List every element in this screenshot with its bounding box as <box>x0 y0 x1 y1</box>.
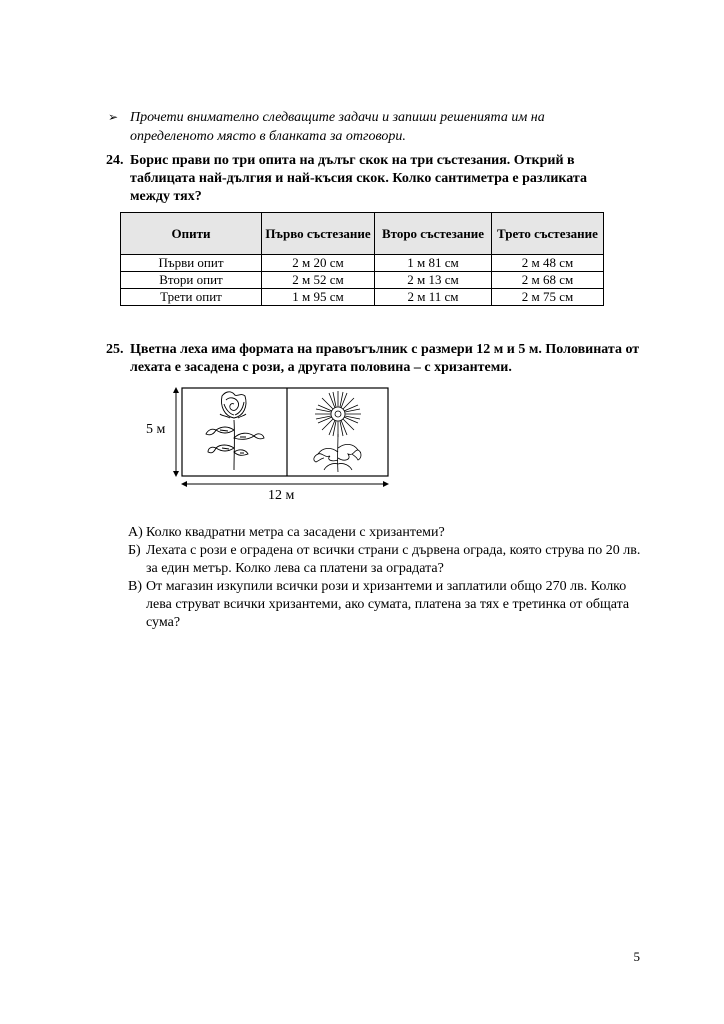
flower-bed-rectangle <box>182 388 388 476</box>
table-row <box>121 255 604 272</box>
task-25-text: Цветна леха има формата на правоъгълник с размери 12 м и 5 м. Половината от лехата е засадена с рози, а другата половина – с хризантеми. <box>130 342 640 375</box>
table-cell: 2 м 75 см <box>492 289 604 306</box>
question-text: Колко квадратни метра са засадени с хризантеми? <box>146 525 445 540</box>
task-24-text: Борис прави по три опита на дълъг скок на три състезания. Открий в таблицата най-дългия и най-късия скок. Колко сантиметра е разликата между тях? <box>130 153 587 204</box>
task-24-number: 24. <box>106 153 124 168</box>
table-cell: 2 м 20 см <box>262 255 375 272</box>
question-letter: В) <box>128 579 142 594</box>
height-label: 5 м <box>146 422 166 437</box>
task-25-questions <box>128 524 648 632</box>
table-header-row <box>121 213 604 255</box>
task-24 <box>106 152 626 206</box>
arrow-bullet-icon: ➢ <box>108 110 119 124</box>
page-number: 5 <box>633 949 640 964</box>
flower-bed-diagram <box>150 382 400 502</box>
question-b <box>128 542 648 578</box>
flower-bed-figure <box>146 382 400 503</box>
table-cell: 2 м 11 см <box>375 289 492 306</box>
table-cell: 2 м 52 см <box>262 272 375 289</box>
table-row <box>121 289 604 306</box>
question-text: Лехата с рози е оградена от всички страни с дървена ограда, която струва по 20 лв. за един метър. Колко лева са платени за оградата? <box>146 543 641 576</box>
question-letter: Б) <box>128 543 141 558</box>
width-label: 12 м <box>268 488 295 503</box>
instruction-text: Прочети внимателно следващите задачи и запиши решенията им на определеното място в бланката за отговори. <box>130 110 545 144</box>
instruction <box>108 108 628 146</box>
long-jump-table <box>120 212 604 306</box>
table-cell: 2 м 13 см <box>375 272 492 289</box>
table-row <box>121 272 604 289</box>
task-25 <box>106 341 646 377</box>
table-cell: 2 м 48 см <box>492 255 604 272</box>
question-a <box>128 524 648 542</box>
task-25-number: 25. <box>106 342 124 357</box>
table-header-cell: Второ състезание <box>375 213 492 255</box>
table-cell: 1 м 95 см <box>262 289 375 306</box>
question-letter: А) <box>128 525 143 540</box>
table-header-cell: Опити <box>121 213 262 255</box>
table-header-cell: Трето състезание <box>492 213 604 255</box>
table-cell: Втори опит <box>121 272 262 289</box>
table-cell: Първи опит <box>121 255 262 272</box>
table-cell: Трети опит <box>121 289 262 306</box>
question-c <box>128 578 648 632</box>
table-header-cell: Първо състезание <box>262 213 375 255</box>
question-text: От магазин изкупили всички рози и хризантеми и заплатили общо 270 лв. Колко лева струват всички хризантеми, ако сумата, платена за тях е третинка от общата сума? <box>146 579 630 630</box>
table-cell: 1 м 81 см <box>375 255 492 272</box>
table-cell: 2 м 68 см <box>492 272 604 289</box>
